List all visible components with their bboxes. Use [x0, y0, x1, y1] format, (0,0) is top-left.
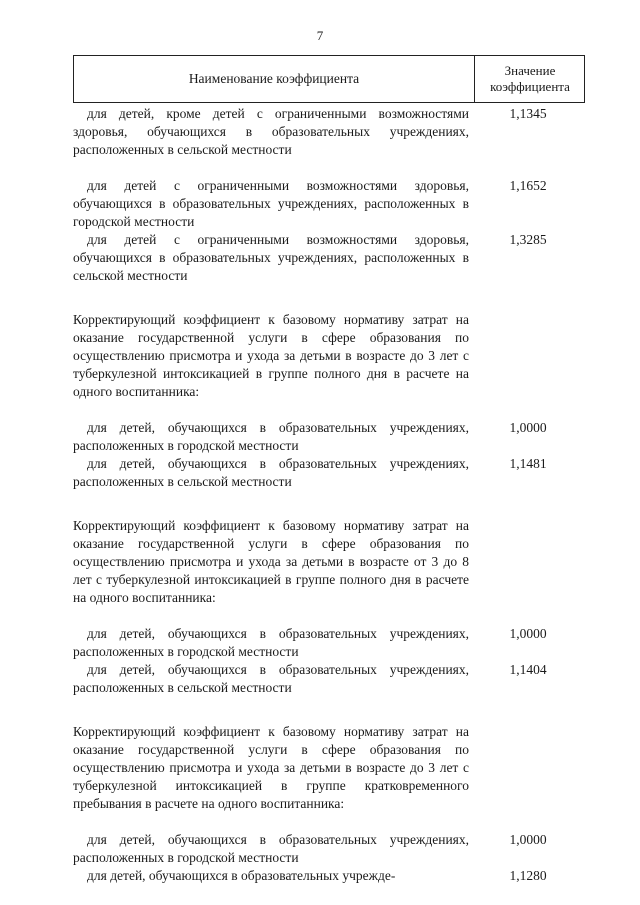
header-value-line1: Значение	[504, 63, 556, 78]
row-value: 1,1345	[509, 106, 547, 121]
row-value: 1,3285	[509, 232, 547, 247]
table-header	[73, 55, 585, 103]
table-row	[73, 661, 585, 697]
row-name: для детей, обучающихся в образовательных учреждениях, расположенных в городской местности	[73, 420, 469, 453]
row-name: для детей, обучающихся в образовательных учрежде-	[87, 868, 396, 883]
section-heading: Корректирующий коэффициент к базовому нормативу затрат на оказание государственной услуги в сфере образования по осуществлению присмотра и ухода за детьми в возрасте до 3 лет с туберкулезной интоксикацией в группе кратковременного пребывания в расчете на одного воспитанника:	[73, 724, 469, 811]
row-value: 1,1404	[509, 662, 547, 677]
table-row	[73, 419, 585, 455]
header-name-column: Наименование коэффициента	[74, 56, 475, 102]
coefficient-table	[73, 55, 585, 883]
row-name: для детей с ограниченными возможностями здоровья, обучающихся в образовательных учреждениях, расположенных в сельской местности	[73, 232, 469, 283]
table-body	[73, 105, 585, 885]
row-value: 1,1481	[509, 456, 547, 471]
table-row	[73, 867, 585, 885]
section-heading-row	[73, 517, 585, 607]
section-heading-row	[73, 723, 585, 813]
header-value-line2: коэффициента	[490, 79, 570, 94]
section-heading: Корректирующий коэффициент к базовому нормативу затрат на оказание государственной услуги в сфере образования по осуществлению присмотра и ухода за детьми в возрасте до 3 лет с туберкулезной интоксикацией в группе полного дня в расчете на одного воспитанника:	[73, 312, 469, 399]
table-row	[73, 105, 585, 159]
table-row	[73, 455, 585, 491]
section-heading-row	[73, 311, 585, 401]
page-number: 7	[316, 28, 324, 43]
row-value: 1,0000	[509, 626, 547, 641]
row-value: 1,0000	[509, 832, 547, 847]
table-row	[73, 231, 585, 285]
row-value: 1,1652	[509, 178, 547, 193]
row-name: для детей, обучающихся в образовательных учреждениях, расположенных в городской местности	[73, 832, 469, 865]
header-value-column	[475, 56, 585, 102]
table-row	[73, 177, 585, 231]
row-name: для детей, обучающихся в образовательных учреждениях, расположенных в сельской местности	[73, 662, 469, 695]
row-value: 1,1280	[509, 868, 547, 883]
row-name: для детей, обучающихся в образовательных учреждениях, расположенных в сельской местности	[73, 456, 469, 489]
row-name: для детей, кроме детей с ограниченными возможностями здоровья, обучающихся в образовательных учреждениях, расположенных в сельской местности	[73, 106, 469, 157]
row-name: для детей, обучающихся в образовательных учреждениях, расположенных в городской местности	[73, 626, 469, 659]
table-row	[73, 831, 585, 867]
row-name: для детей с ограниченными возможностями здоровья, обучающихся в образовательных учреждениях, расположенных в городской местности	[73, 178, 469, 229]
section-heading: Корректирующий коэффициент к базовому нормативу затрат на оказание государственной услуги в сфере образования по осуществлению присмотра и ухода за детьми в возрасте от 3 до 8 лет с туберкулезной интоксикацией в группе полного дня в расчете на одного воспитанника:	[73, 518, 469, 605]
row-value: 1,0000	[509, 420, 547, 435]
table-row	[73, 625, 585, 661]
